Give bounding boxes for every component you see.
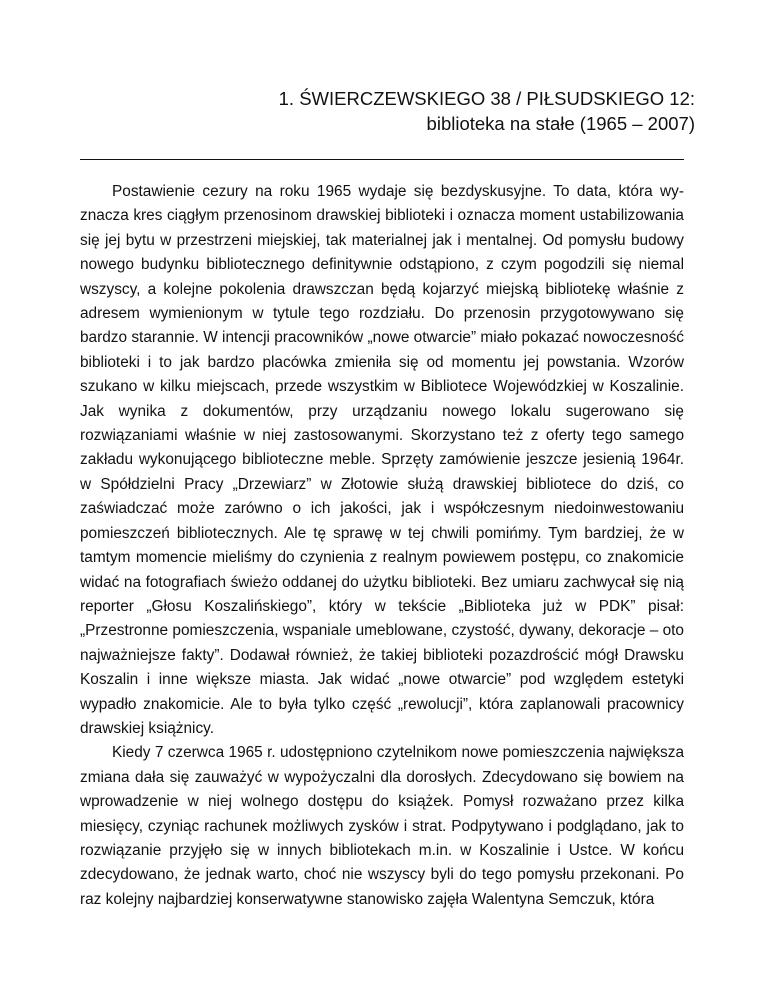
chapter-title-line-2: biblioteka na stałe (1965 – 2007)	[426, 113, 695, 134]
heading-divider	[80, 159, 684, 160]
body-text	[80, 180, 684, 912]
paragraph-1: Postawienie cezury na roku 1965 wydaje się bezdyskusyjne. To data, która wyznacza kres ciągłym przenosinom drawskiej biblioteki i oznacza moment ustabilizowania się jej bytu w przestrzeni miejskiej, tak materialnej jak i mentalnej. Od pomysłu budowy nowego budynku bibliotecznego definitywnie odstąpiono, z czym pogodzili się niemal wszyscy, a kolejne pokolenia drawszczan będą kojarzyć miejską bibliotekę właśnie z adresem wymienionym w tytule tego rozdziału. Do przenosin przygotowywano się bardzo starannie. W intencji pracowników „nowe otwarcie” miało pokazać nowoczesność biblioteki i to jak bardzo placówka zmieniła się od momentu jej powstania. Wzorów szukano w kilku miejscach, przede wszystkim w Bibliotece Wojewódzkiej w Koszalinie. Jak wynika z dokumentów, przy urządzaniu nowego lokalu sugerowano się rozwiązaniami właśnie w niej zastosowanymi. Skorzystano też z oferty tego samego zakładu wykonującego biblioteczne meble. Sprzęty zamówienie jeszcze jesienią 1964r. w Spółdzielni Pracy „Drzewiarz” w Złotowie służą drawskiej bibliotece do dziś, co zaświadczać może zarówno o ich jakości, jak i współczesnym niedoinwestowaniu pomieszczeń bibliotecznych. Ale tę sprawę w tej chwili pomińmy. Tym bardziej, że w tamtym momencie mieliśmy do czynienia z realnym powiewem postępu, co znakomicie widać na fotografiach świeżo oddanej do użytku biblioteki. Bez umiaru zachwycał się nią reporter „Głosu Koszalińskiego”, który w tekście „Biblioteka już w PDK” pisał: „Przestronne pomieszczenia, wspaniale umeblowane, czystość, dywany, dekoracje – oto najważniejsze fakty”. Dodawał również, że takiej biblioteki pozazdrościć mógł Drawsku Koszalin i inne większe miasta. Jak widać „nowe otwarcie” pod względem estetyki wypadło znakomicie. Ale to była tylko część „rewolucji”, która zaplanowali pracownicy drawskiej książnicy.	[80, 183, 684, 737]
chapter-title-line-1: 1. ŚWIERCZEWSKIEGO 38 / PIŁSUDSKIEGO 12:	[278, 88, 695, 109]
chapter-heading	[95, 86, 695, 136]
paragraph-2: Kiedy 7 czerwca 1965 r. udostępniono czytelnikom nowe pomieszczenia największa zmiana dała się zauważyć w wypożyczalni dla dorosłych. Zdecydowano się bowiem na wprowadzenie w niej wolnego dostępu do książek. Pomysł rozważano przez kilka miesięcy, czyniąc rachunek możliwych zysków i strat. Podpytywano i podglądano, jak to rozwiązanie przyjęło się w innych bibliotekach m.in. w Koszalinie i Ustce. W końcu zdecydowano, że jednak warto, choć nie wszyscy byli do tego pomysłu przekonani. Po raz kolejny najbardziej konserwatywne stanowisko zajęła Walentyna Semczuk, która	[80, 744, 684, 908]
